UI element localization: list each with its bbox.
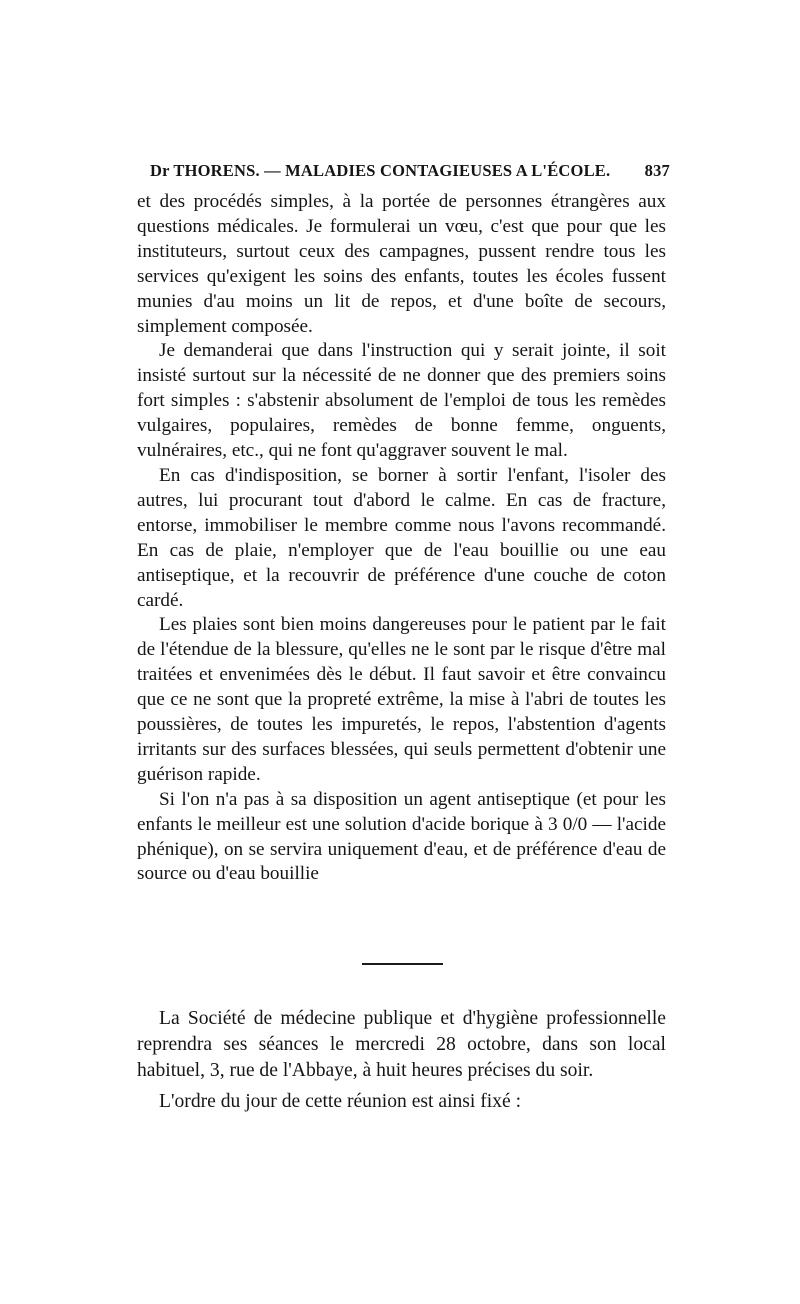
section-separator [362,963,443,965]
paragraph-instruction: Je demanderai que dans l'instruction qui y serait jointe, il soit insisté surtout sur la nécessité de ne donner que des premiers soins fort simples : s'abstenir absolument de l'emploi de tous les remèdes vulgaires, populaires, remèdes de bonne femme, onguents, vulnéraires, etc., qui ne font qu'aggraver souvent le mal. [137,340,666,462]
page-number: 837 [644,161,670,180]
notice-announcement: La Société de médecine publique et d'hygiène professionnelle reprendra ses séances le mercredi 28 octobre, dans son local habituel, 3, rue de l'Abbaye, à huit heures précises du soir. [137,1008,666,1081]
paragraph-wounds: Les plaies sont bien moins dangereuses pour le patient par le fait de l'étendue de la blessure, qu'elles ne le sont par le risque d'être mal traitées et envenimées dès le début. Il faut savoir et être convaincu que ce ne sont que la propreté extrême, la mise à l'abri de toutes les poussières, de toutes les impuretés, le repos, l'abstention d'agents irritants sur des surfaces blessées, qui seuls permettent d'obtenir une guérison rapide. [137,614,666,785]
society-notice [137,1006,666,1115]
article-body [137,190,666,887]
notice-agenda-intro: L'ordre du jour de cette réunion est ainsi fixé : [159,1091,522,1112]
running-head-title: Dr THORENS. — MALADIES CONTAGIEUSES A L'ÉCOLE. [150,161,611,180]
paragraph-continuation: et des procédés simples, à la portée de personnes étrangères aux questions médicales. Je formulerai un vœu, c'est que pour que les instituteurs, surtout ceux des campagnes, pussent rendre tous les services qu'exigent les soins des enfants, toutes les écoles fussent munies d'au moins un lit de repos, et d'une boîte de secours, simplement composée. [137,191,666,337]
running-head [150,161,670,187]
paragraph-antiseptic: Si l'on n'a pas à sa disposition un agent antiseptique (et pour les enfants le meilleur est une solution d'acide borique à 3 0/0 — l'acide phénique), on se servira uniquement d'eau, et de préférence d'eau de source ou d'eau bouillie [137,788,666,885]
paragraph-indisposition: En cas d'indisposition, se borner à sortir l'enfant, l'isoler des autres, lui procurant tout d'abord le calme. En cas de fracture, entorse, immobiliser le membre comme nous l'avons recommandé. En cas de plaie, n'employer que de l'eau bouillie ou une eau antiseptique, et la recouvrir de préférence d'une couche de coton cardé. [137,464,666,611]
